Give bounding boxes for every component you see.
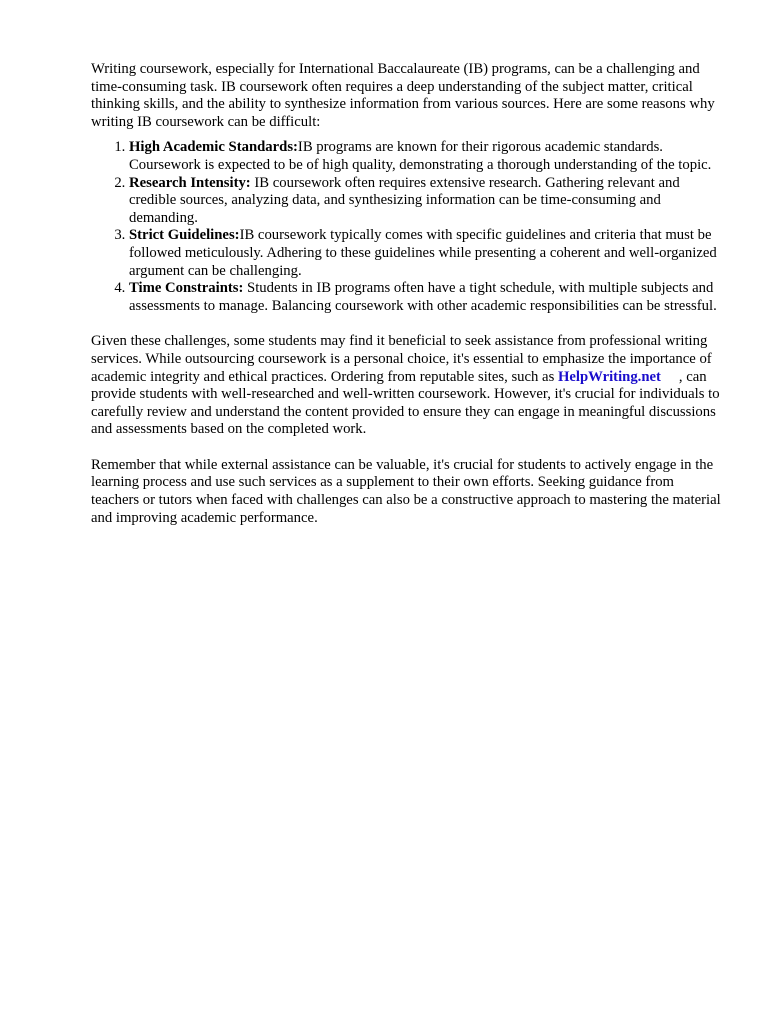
reason-term: High Academic Standards: bbox=[129, 139, 298, 156]
list-item bbox=[129, 280, 721, 315]
helpwriting-link[interactable]: HelpWriting.net bbox=[557, 368, 661, 385]
document-page bbox=[91, 61, 721, 527]
reason-term: Strict Guidelines: bbox=[129, 227, 240, 244]
assistance-paragraph bbox=[91, 333, 721, 439]
reason-term: Research Intensity: bbox=[129, 174, 251, 191]
reason-text: IB coursework often requires extensive research. Gathering relevant and credible sources, analyzing data, and synthesizing information can be time-consuming and demanding. bbox=[129, 174, 680, 226]
list-item bbox=[129, 227, 721, 280]
closing-paragraph: Remember that while external assistance can be valuable, it's crucial for students to actively engage in the learning process and use such services as a supplement to their own efforts. Seeking guidance from teachers or tutors when faced with challenges can also be a constructive approach to mastering the material and improving academic performance. bbox=[91, 456, 721, 526]
reasons-list bbox=[91, 139, 721, 315]
reason-text: Students in IB programs often have a tight schedule, with multiple subjects and assessments to manage. Balancing coursework with other academic responsibilities can be stressful. bbox=[129, 280, 717, 314]
intro-paragraph: Writing coursework, especially for International Baccalaureate (IB) programs, can be a challenging and time-consuming task. IB coursework often requires a deep understanding of the subject matter, critical thinking skills, and the ability to synthesize information from various sources. Here are some reasons why writing IB coursework can be difficult: bbox=[91, 61, 715, 130]
assistance-text-after-link: , can provide students with well-researched and well-written coursework. However, it's crucial for individuals to carefully review and understand the content provided to ensure they can engage in meaningful discussions and assessments based on the completed work. bbox=[91, 368, 720, 438]
list-item bbox=[129, 175, 721, 228]
list-item bbox=[129, 139, 721, 174]
assistance-text-before-link: Given these challenges, some students may find it beneficial to seek assistance from professional writing services. While outsourcing coursework is a personal choice, it's essential to emphasize the importance of academic integrity and ethical practices. Ordering from reputable sites, such as bbox=[91, 333, 712, 385]
reason-term: Time Constraints: bbox=[129, 280, 244, 297]
reason-text: IB coursework typically comes with specific guidelines and criteria that must be followed meticulously. Adhering to these guidelines while presenting a coherent and well-organized argument can be challenging. bbox=[129, 227, 717, 279]
reason-text: IB programs are known for their rigorous academic standards. Coursework is expected to be of high quality, demonstrating a thorough understanding of the topic. bbox=[129, 139, 712, 173]
